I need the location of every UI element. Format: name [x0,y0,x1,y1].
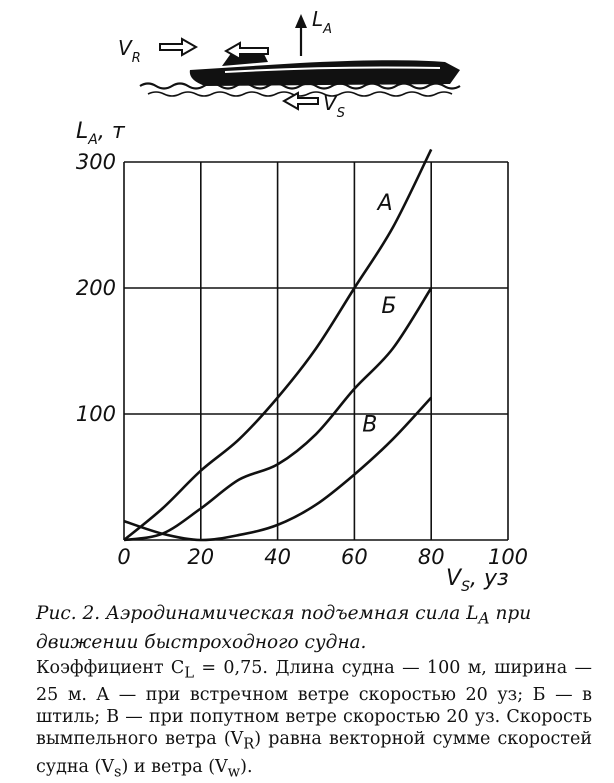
water-line-2 [148,92,452,96]
y-axis-label: $L_A$, т [76,119,125,148]
ship-illustration [118,7,460,121]
y-tick-label: 200 [75,276,116,300]
x-tick-label: 0 [117,545,131,569]
vr-arrow-icon [160,39,196,55]
curve-label-A: A [377,190,393,216]
curve-label-Б: Б [381,294,397,320]
x-tick-label: 40 [264,545,291,569]
x-tick-label: 60 [341,545,368,569]
x-axis-label: $V_S$, уз [446,566,509,595]
y-tick-label: 100 [75,402,116,426]
caption-body: Коэффициент $C_L = 0,75$. Длина судна — 100 м, ширина — 25 м. A — при встречном ветре скоростью 20 уз; Б — в штиль; В — при попутном ветре скоростью 20 уз. Скорость вымпельного ветра $(V_R)$ равна векторной сумме скоростей судна $(V_s)$ и ветра $(V_w)$. [36,657,592,781]
grid-lines [124,162,508,540]
chart [76,119,528,595]
y-tick-labels [76,150,116,426]
caption-title: Рис. 2. Аэродинамическая подъемная сила $L_A$ при движении быстроходного судна. [36,603,532,653]
la-label: $L_A$ [312,7,333,37]
la-arrow-icon [295,14,307,56]
curve-label-В: В [362,412,378,438]
x-tick-label: 20 [187,545,215,569]
y-tick-label: 300 [75,150,116,174]
vr-label: $V_R$ [118,36,141,66]
vs-label: $V_S$ [323,91,345,121]
x-tick-label: 100 [487,545,529,569]
x-tick-labels [117,545,528,569]
x-tick-label: 80 [417,545,445,569]
figure-caption [36,602,592,783]
